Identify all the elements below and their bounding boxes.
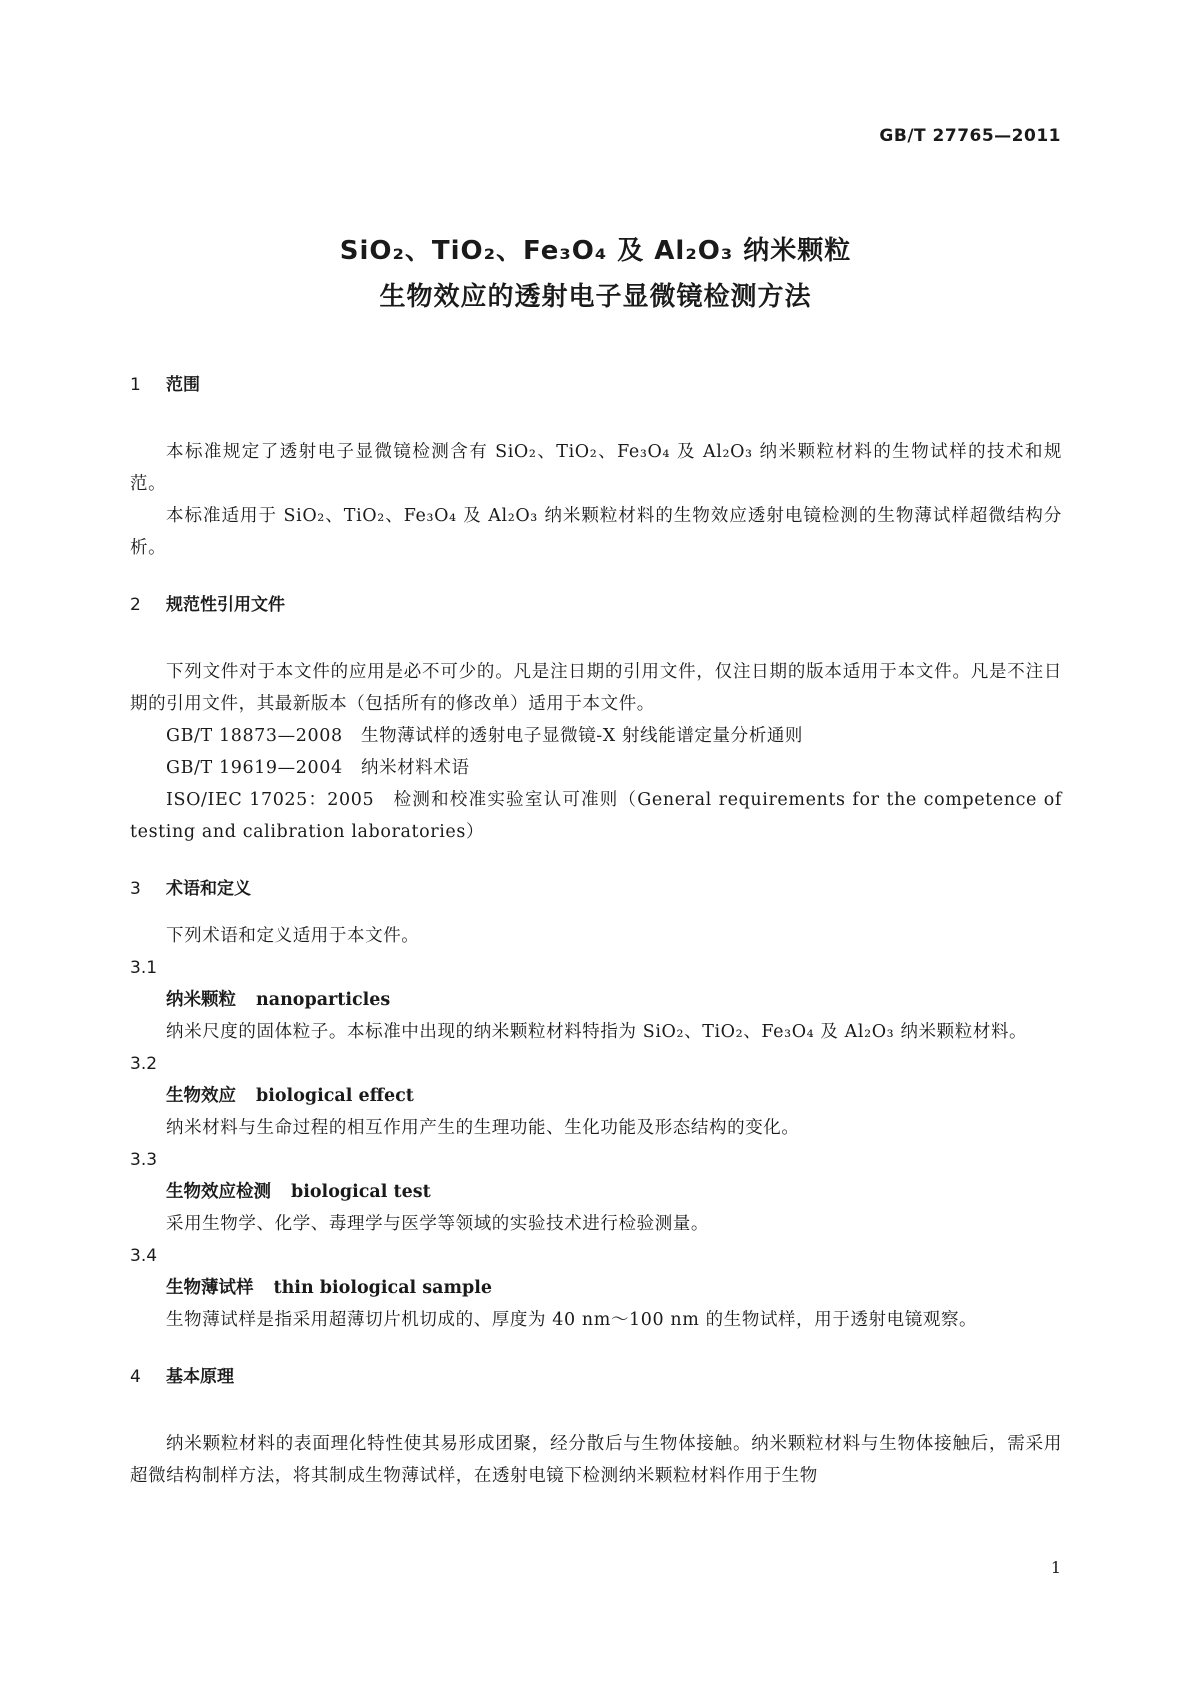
- page-number: 1: [1050, 1558, 1061, 1577]
- section-number: 1: [130, 375, 141, 395]
- reference-title: 检测和校准实验室认可准则（General requirements for the competence of testing and calibration laboratories）: [130, 790, 1062, 842]
- term-definition: 纳米尺度的固体粒子。本标准中出现的纳米颗粒材料特指为 SiO₂、TiO₂、Fe₃O₄ 及 Al₂O₃ 纳米颗粒材料。: [166, 1022, 1028, 1042]
- paragraph: 下列文件对于本文件的应用是必不可少的。凡是注日期的引用文件，仅注日期的版本适用于本文件。凡是不注日期的引用文件，其最新版本（包括所有的修改单）适用于本文件。: [130, 662, 1062, 714]
- reference-code: GB/T 19619—2004: [166, 758, 343, 778]
- paragraph: 本标准适用于 SiO₂、TiO₂、Fe₃O₄ 及 Al₂O₃ 纳米颗粒材料的生物效应透射电镜检测的生物薄试样超微结构分析。: [130, 506, 1062, 558]
- term-definition: 纳米材料与生命过程的相互作用产生的生理功能、生化功能及形态结构的变化。: [166, 1118, 800, 1138]
- term-zh: 纳米颗粒: [166, 990, 236, 1010]
- term-zh: 生物效应: [166, 1086, 236, 1106]
- reference-title: 生物薄试样的透射电子显微镜-X 射线能谱定量分析通则: [361, 726, 804, 746]
- paragraph: 本标准规定了透射电子显微镜检测含有 SiO₂、TiO₂、Fe₃O₄ 及 Al₂O₃ 纳米颗粒材料的生物试样的技术和规范。: [130, 442, 1062, 494]
- section-1-heading: [130, 372, 1062, 398]
- term-en: thin biological sample: [273, 1278, 492, 1298]
- term-definition: 生物薄试样是指采用超薄切片机切成的、厚度为 40 nm～100 nm 的生物试样，用于透射电镜观察。: [166, 1310, 978, 1330]
- term-heading: [130, 1176, 1062, 1208]
- title-line-2: 生物效应的透射电子显微镜检测方法: [379, 282, 812, 312]
- section-title: 范围: [166, 375, 200, 395]
- reference-item: [130, 784, 1062, 848]
- section-number: 3: [130, 879, 141, 899]
- reference-title: 纳米材料术语: [361, 758, 470, 778]
- term-number: 3.2: [130, 1054, 158, 1074]
- section-number: 4: [130, 1367, 141, 1387]
- term-number: 3.4: [130, 1246, 158, 1266]
- document-body: [130, 372, 1062, 1492]
- term-en: biological test: [291, 1182, 431, 1202]
- term-heading: [130, 984, 1062, 1016]
- term-number: 3.1: [130, 958, 158, 978]
- section-3-heading: [130, 876, 1062, 902]
- section-title: 基本原理: [166, 1367, 234, 1387]
- section-2-heading: [130, 592, 1062, 618]
- document-title: [0, 228, 1191, 320]
- term-en: nanoparticles: [256, 990, 391, 1010]
- term-zh: 生物薄试样: [166, 1278, 254, 1298]
- reference-code: GB/T 18873—2008: [166, 726, 343, 746]
- reference-item: [130, 752, 1062, 784]
- term-zh: 生物效应检测: [166, 1182, 271, 1202]
- section-title: 术语和定义: [166, 879, 251, 899]
- term-en: biological effect: [256, 1086, 414, 1106]
- section-4-heading: [130, 1364, 1062, 1390]
- term-number: 3.3: [130, 1150, 158, 1170]
- term-definition: 采用生物学、化学、毒理学与医学等领域的实验技术进行检验测量。: [166, 1214, 709, 1234]
- term-heading: [130, 1080, 1062, 1112]
- paragraph: 纳米颗粒材料的表面理化特性使其易形成团聚，经分散后与生物体接触。纳米颗粒材料与生物体接触后，需采用超微结构制样方法，将其制成生物薄试样，在透射电镜下检测纳米颗粒材料作用于生物: [130, 1434, 1062, 1486]
- reference-item: [130, 720, 1062, 752]
- term-heading: [130, 1272, 1062, 1304]
- section-title: 规范性引用文件: [166, 595, 285, 615]
- reference-code: ISO/IEC 17025：2005: [166, 790, 375, 810]
- title-line-1: SiO₂、TiO₂、Fe₃O₄ 及 Al₂O₃ 纳米颗粒: [339, 236, 852, 266]
- section-number: 2: [130, 595, 141, 615]
- paragraph: 下列术语和定义适用于本文件。: [166, 926, 420, 946]
- standard-code: GB/T 27765—2011: [879, 126, 1061, 146]
